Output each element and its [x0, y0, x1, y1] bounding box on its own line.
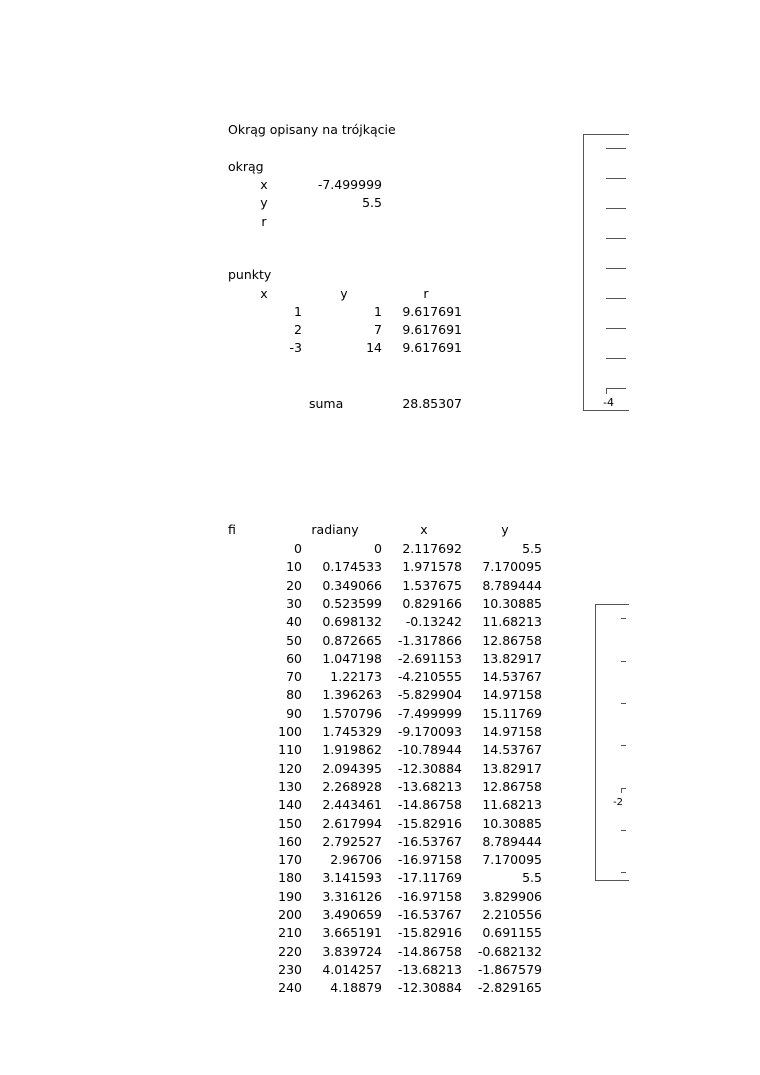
table-cell-y: 13.82917 — [482, 650, 542, 666]
points-cell-r: 9.617691 — [402, 304, 462, 319]
table-cell-radiany: 2.268928 — [322, 778, 382, 794]
table-cell-y: 0.691155 — [482, 925, 542, 941]
chart-gridline — [606, 388, 626, 389]
points-cell-x: 1 — [294, 304, 302, 319]
table-cell-fi: 190 — [278, 888, 302, 904]
table-cell-fi: 120 — [278, 760, 302, 776]
circle-y-label: y — [260, 195, 268, 210]
table-cell-radiany: 2.96706 — [330, 852, 382, 868]
table-cell-y: 7.170095 — [482, 559, 542, 575]
table-cell-fi: 220 — [278, 943, 302, 959]
table-cell-radiany: 4.18879 — [330, 980, 382, 996]
table-cell-radiany: 1.745329 — [322, 724, 382, 739]
points-cell-y: 14 — [366, 340, 382, 355]
table-cell-x: -16.53767 — [397, 833, 462, 849]
table-cell-x: -10.78944 — [397, 742, 462, 758]
table-cell-x: -17.11769 — [397, 870, 462, 886]
table-cell-radiany: 1.919862 — [322, 742, 382, 758]
points-cell-r: 9.617691 — [402, 322, 462, 337]
table-cell-y: 12.86758 — [482, 632, 542, 648]
chart-gridline — [606, 298, 626, 299]
table-cell-fi: 80 — [286, 687, 302, 703]
table-cell-fi: 130 — [278, 778, 302, 794]
table-cell-x: -16.97158 — [397, 888, 462, 904]
table-cell-y: 14.53767 — [482, 742, 542, 758]
table-cell-y: 15.11769 — [482, 705, 542, 721]
table-cell-y: 10.30885 — [482, 595, 542, 611]
table-header-x: x — [420, 522, 428, 537]
top-chart-frame — [583, 134, 629, 411]
table-cell-x: -4.210555 — [397, 669, 462, 685]
table-cell-x: -5.829904 — [397, 687, 462, 703]
circle-r-label: r — [261, 214, 267, 229]
table-cell-y: 10.30885 — [482, 815, 542, 831]
table-cell-radiany: 0 — [374, 541, 382, 556]
points-cell-x: -3 — [289, 340, 302, 355]
table-cell-y: -1.867579 — [477, 961, 542, 977]
table-cell-fi: 140 — [278, 797, 302, 813]
table-cell-fi: 90 — [286, 705, 302, 721]
table-cell-fi: 170 — [278, 852, 302, 868]
table-cell-y: -0.682132 — [477, 943, 542, 959]
table-cell-fi: 30 — [286, 595, 302, 611]
chart-gridline — [606, 358, 626, 359]
table-cell-y: 11.68213 — [482, 797, 542, 813]
table-cell-radiany: 3.316126 — [322, 888, 382, 904]
points-cell-x: 2 — [294, 322, 302, 337]
chart-gridline — [621, 661, 626, 662]
table-cell-radiany: 3.839724 — [322, 943, 382, 959]
table-cell-radiany: 0.872665 — [322, 632, 382, 648]
table-cell-x: -15.82916 — [397, 815, 462, 831]
table-cell-y: 3.829906 — [482, 888, 542, 904]
table-cell-fi: 20 — [286, 577, 302, 593]
table-cell-fi: 160 — [278, 833, 302, 849]
table-cell-x: -13.68213 — [397, 961, 462, 977]
table-cell-fi: 40 — [286, 614, 302, 630]
table-cell-x: -13.68213 — [397, 778, 462, 794]
chart-gridline — [606, 178, 626, 179]
table-cell-x: -15.82916 — [397, 925, 462, 941]
table-cell-x: 1.537675 — [402, 577, 462, 593]
table-cell-y: 13.82917 — [482, 760, 542, 776]
table-cell-radiany: 2.617994 — [322, 815, 382, 831]
table-cell-fi: 50 — [286, 632, 302, 648]
table-cell-radiany: 1.22173 — [330, 669, 382, 685]
bottom-chart-frame — [595, 604, 629, 881]
table-cell-x: 1.971578 — [402, 559, 462, 575]
table-cell-fi: 10 — [286, 559, 302, 575]
table-cell-fi: 100 — [278, 724, 302, 739]
table-cell-y: 5.5 — [522, 870, 542, 886]
table-cell-radiany: 0.523599 — [322, 595, 382, 611]
table-cell-y: 14.97158 — [482, 687, 542, 703]
table-cell-x: -7.499999 — [397, 705, 462, 721]
table-cell-radiany: 1.396263 — [322, 687, 382, 703]
table-cell-x: -12.30884 — [397, 980, 462, 996]
points-header-y: y — [340, 286, 348, 301]
table-cell-y: 14.97158 — [482, 724, 542, 739]
points-cell-y: 1 — [374, 304, 382, 319]
top-chart-axis-label: -4 — [603, 396, 614, 409]
table-cell-fi: 150 — [278, 815, 302, 831]
page-title: Okrąg opisany na trójkącie — [228, 122, 396, 137]
table-cell-y: -2.829165 — [477, 980, 542, 996]
chart-gridline — [621, 830, 626, 831]
table-header-radiany: radiany — [311, 522, 359, 537]
circle-label: okrąg — [228, 159, 264, 174]
chart-gridline — [606, 238, 626, 239]
circle-y-value: 5.5 — [362, 195, 382, 210]
table-cell-x: -16.53767 — [397, 907, 462, 922]
table-cell-x: -14.86758 — [397, 943, 462, 959]
table-cell-radiany: 1.047198 — [322, 650, 382, 666]
table-cell-y: 8.789444 — [482, 833, 542, 849]
table-cell-y: 11.68213 — [482, 614, 542, 630]
table-cell-fi: 110 — [278, 742, 302, 758]
table-cell-radiany: 2.094395 — [322, 760, 382, 776]
sum-value: 28.85307 — [402, 396, 462, 411]
table-cell-fi: 0 — [294, 541, 302, 556]
table-cell-x: -0.13242 — [405, 614, 462, 630]
table-cell-fi: 60 — [286, 650, 302, 666]
sum-label: suma — [309, 396, 344, 411]
table-cell-fi: 70 — [286, 669, 302, 685]
chart-gridline — [606, 268, 626, 269]
chart-gridline — [606, 208, 626, 209]
table-cell-y: 5.5 — [522, 541, 542, 556]
table-cell-radiany: 0.174533 — [322, 559, 382, 575]
table-cell-x: -1.317866 — [397, 632, 462, 648]
circle-x-label: x — [260, 177, 268, 192]
table-cell-y: 2.210556 — [482, 907, 542, 922]
table-cell-radiany: 1.570796 — [322, 705, 382, 721]
points-header-x: x — [260, 286, 268, 301]
points-cell-r: 9.617691 — [402, 340, 462, 355]
table-header-fi: fi — [228, 522, 236, 537]
table-cell-x: 0.829166 — [402, 595, 462, 611]
table-cell-radiany: 2.792527 — [322, 833, 382, 849]
chart-gridline — [606, 148, 626, 149]
table-cell-fi: 240 — [278, 980, 302, 996]
circle-x-value: -7.499999 — [317, 177, 382, 192]
table-cell-radiany: 3.665191 — [322, 925, 382, 941]
table-cell-x: -14.86758 — [397, 797, 462, 813]
chart-axis-tick — [606, 388, 607, 394]
table-cell-x: -9.170093 — [397, 724, 462, 739]
table-cell-y: 12.86758 — [482, 778, 542, 794]
table-cell-radiany: 0.349066 — [322, 577, 382, 593]
table-cell-radiany: 2.443461 — [322, 797, 382, 813]
points-cell-y: 7 — [374, 322, 382, 337]
table-cell-radiany: 3.490659 — [322, 907, 382, 922]
table-cell-radiany: 4.014257 — [322, 961, 382, 977]
table-cell-radiany: 0.698132 — [322, 614, 382, 630]
table-cell-radiany: 3.141593 — [322, 870, 382, 886]
table-cell-x: -12.30884 — [397, 760, 462, 776]
table-cell-y: 14.53767 — [482, 669, 542, 685]
table-cell-fi: 200 — [278, 907, 302, 922]
table-cell-fi: 210 — [278, 925, 302, 941]
table-cell-y: 8.789444 — [482, 577, 542, 593]
table-cell-fi: 180 — [278, 870, 302, 886]
table-header-y: y — [501, 522, 509, 537]
points-label: punkty — [228, 267, 272, 282]
table-cell-x: -2.691153 — [397, 650, 462, 666]
bottom-chart-axis-label: -2 — [613, 797, 623, 808]
chart-gridline — [621, 872, 626, 873]
table-cell-x: -16.97158 — [397, 852, 462, 868]
chart-gridline — [621, 618, 626, 619]
table-cell-fi: 230 — [278, 961, 302, 977]
chart-axis-tick — [621, 788, 622, 793]
table-cell-x: 2.117692 — [402, 541, 462, 556]
points-header-r: r — [423, 286, 429, 301]
chart-gridline — [621, 745, 626, 746]
chart-gridline — [621, 703, 626, 704]
chart-gridline — [606, 328, 626, 329]
table-cell-y: 7.170095 — [482, 852, 542, 868]
